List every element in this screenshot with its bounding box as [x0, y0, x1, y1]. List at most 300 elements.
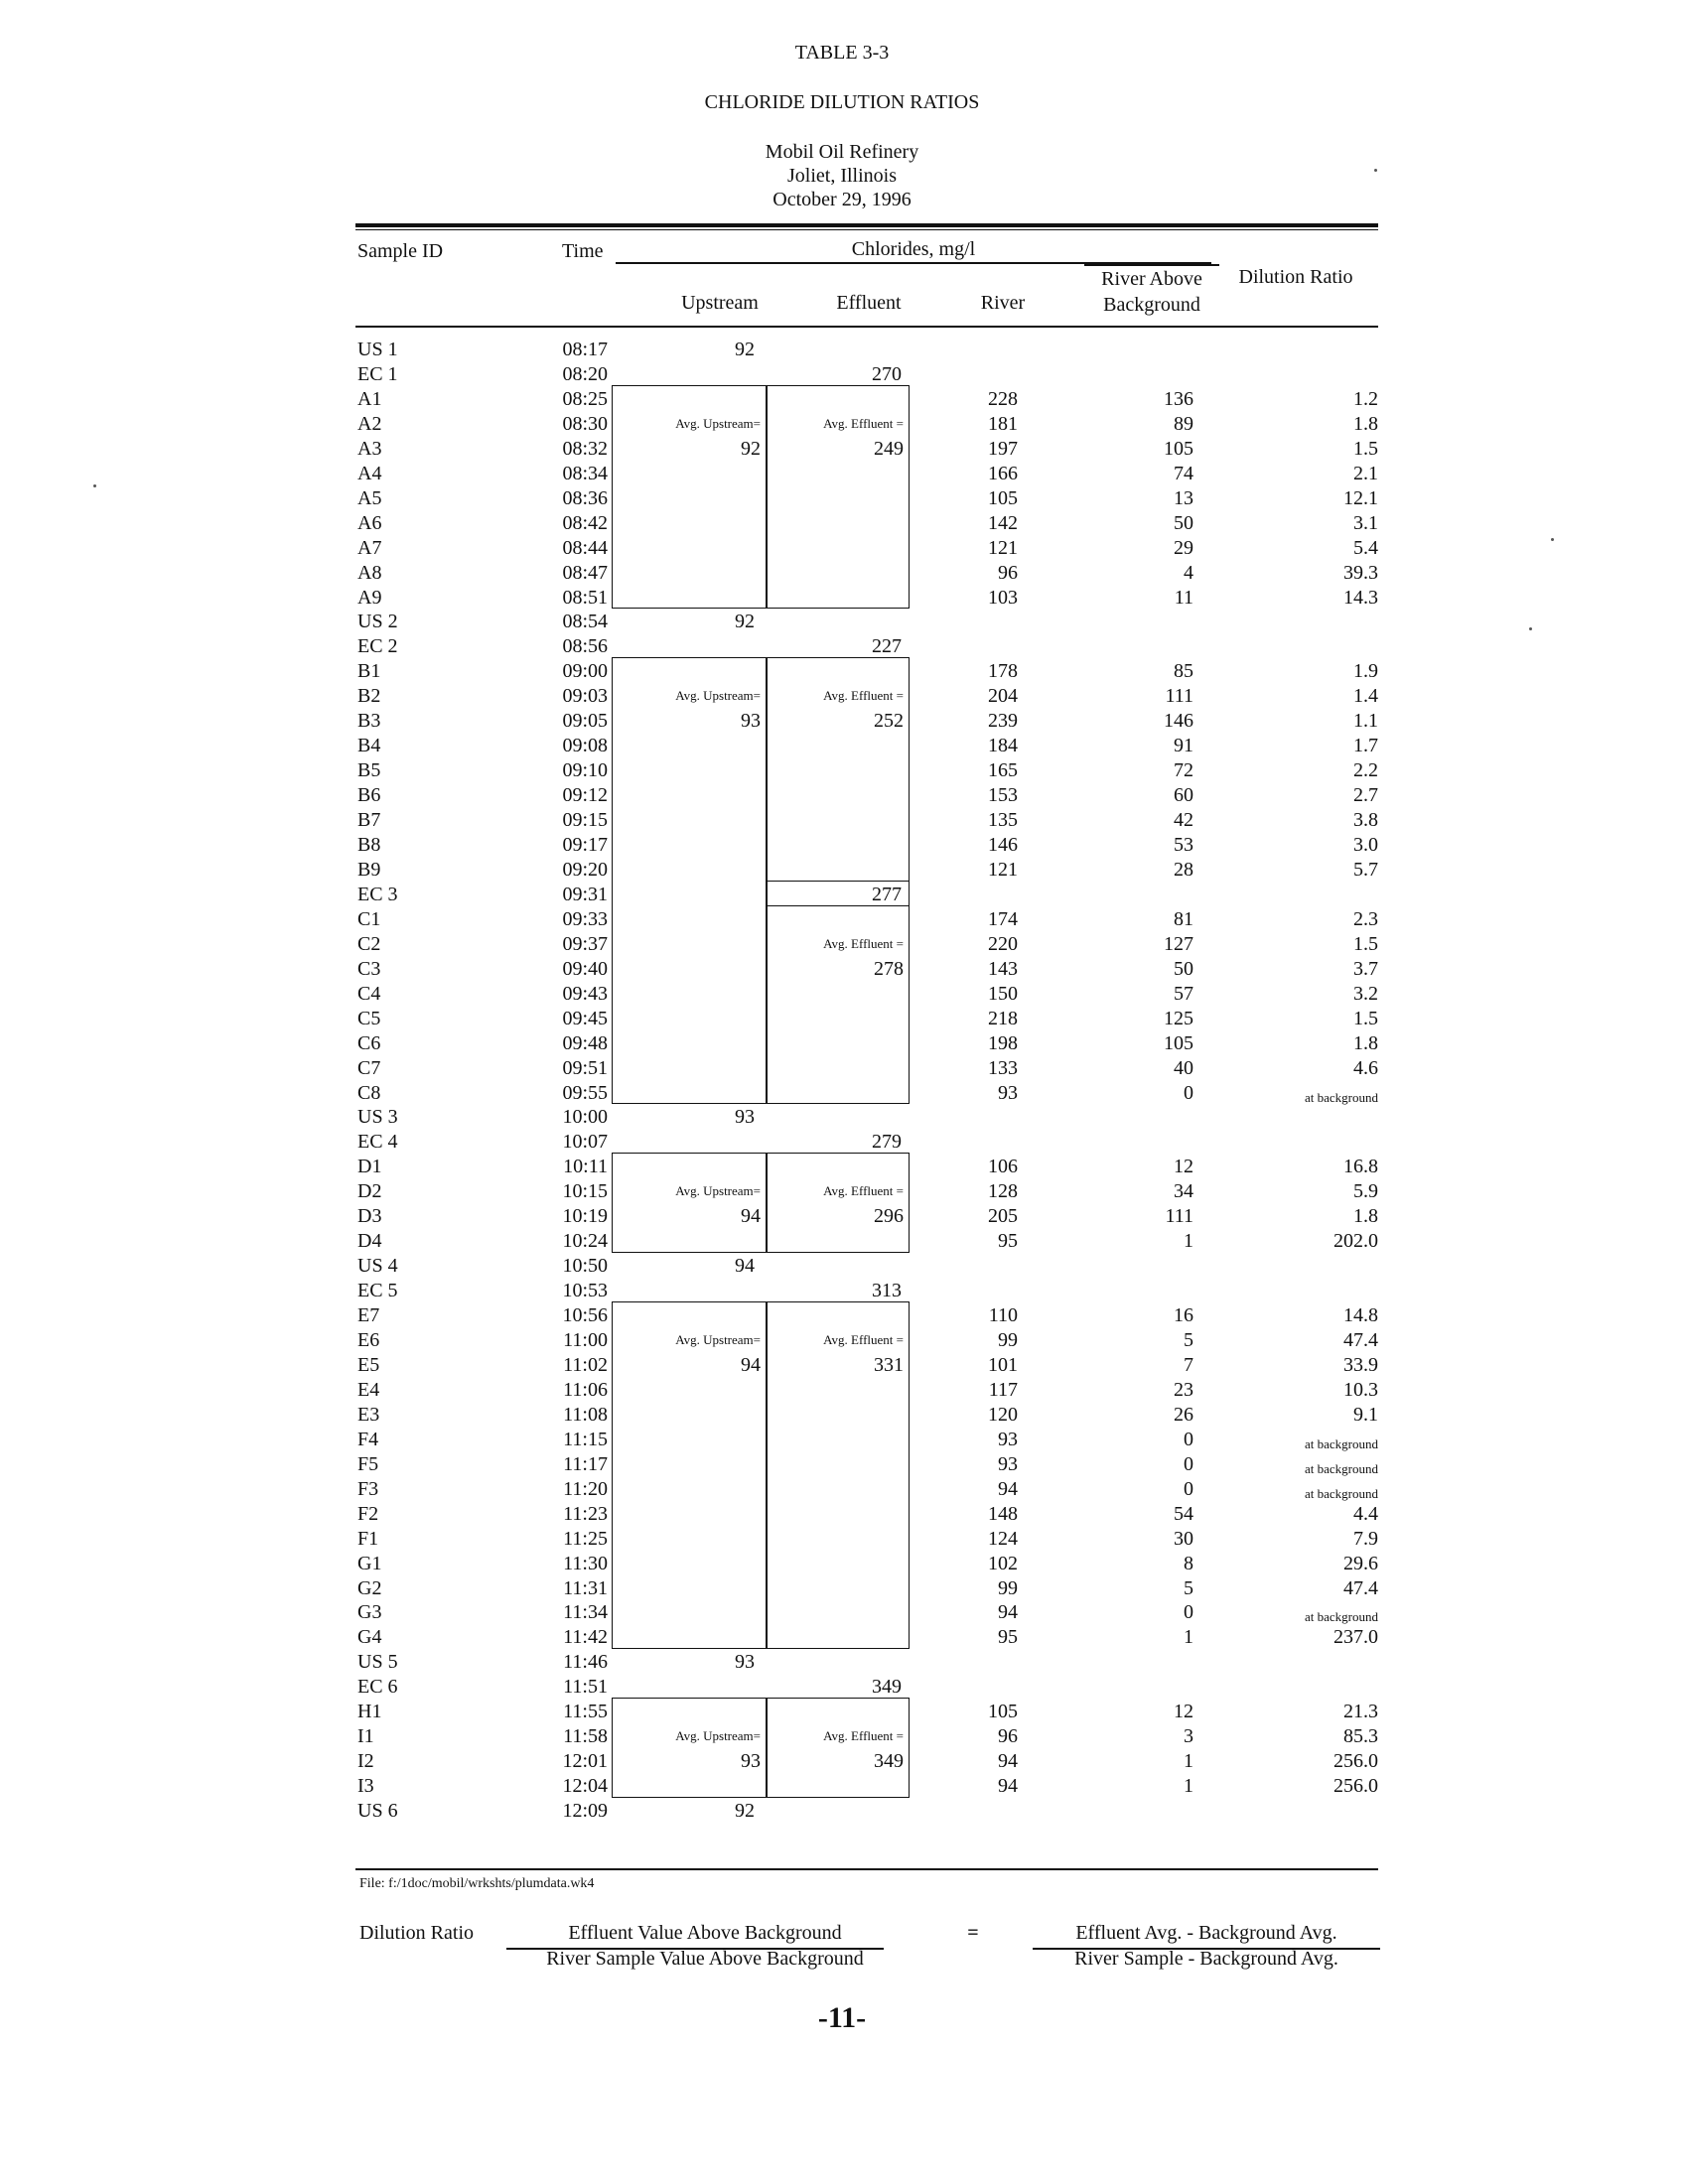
- cell-river: 93: [998, 1081, 1018, 1104]
- cell-time: 09:51: [562, 1056, 608, 1079]
- cell-time: 09:45: [562, 1007, 608, 1029]
- cell-time: 11:42: [563, 1626, 608, 1649]
- cell-id: B3: [357, 710, 381, 733]
- cell-id: US 1: [357, 339, 398, 360]
- avg-upstream-label: Avg. Upstream=: [675, 1183, 761, 1199]
- cell-time: 08:44: [562, 536, 608, 559]
- cell-above: 8: [1184, 1552, 1193, 1574]
- cell-river: 103: [988, 586, 1018, 609]
- cell-effluent: 227: [872, 635, 902, 658]
- avg-box-effluent: [767, 1698, 910, 1798]
- site-location: Joliet, Illinois: [787, 165, 897, 187]
- avg-box-effluent: [767, 881, 910, 906]
- cell-river: 181: [988, 412, 1018, 435]
- avg-upstream-value: 94: [741, 1205, 761, 1228]
- cell-river: 94: [998, 1477, 1018, 1500]
- cell-time: 11:31: [563, 1576, 608, 1599]
- cell-river: 105: [988, 1701, 1018, 1723]
- cell-above: 54: [1174, 1502, 1193, 1525]
- cell-id: US 3: [357, 1106, 398, 1129]
- cell-time: 09:37: [562, 932, 608, 955]
- cell-id: G3: [357, 1601, 382, 1624]
- cell-ratio: 85.3: [1343, 1725, 1378, 1748]
- cell-above: 1: [1184, 1750, 1193, 1773]
- cell-ratio: 1.2: [1353, 387, 1378, 410]
- cell-upstream: 94: [735, 1255, 755, 1278]
- cell-river: 135: [988, 809, 1018, 832]
- cell-id: A5: [357, 486, 382, 509]
- cell-ratio: 1.8: [1353, 1031, 1378, 1054]
- cell-river: 105: [988, 486, 1018, 509]
- header-chlorides: Chlorides, mg/l: [851, 238, 976, 260]
- cell-time: 11:08: [563, 1403, 608, 1426]
- cell-river: 184: [988, 735, 1018, 757]
- cell-id: B4: [357, 735, 381, 757]
- cell-upstream: 92: [735, 1800, 755, 1823]
- cell-above: 34: [1174, 1180, 1193, 1203]
- formula-denominator-left: River Sample Value Above Background: [546, 1948, 864, 1970]
- cell-ratio: 39.3: [1343, 561, 1378, 584]
- cell-river: 94: [998, 1601, 1018, 1624]
- cell-time: 09:40: [562, 957, 608, 980]
- cell-id: A8: [357, 561, 382, 584]
- cell-ratio: 1.9: [1353, 660, 1378, 683]
- cell-time: 11:00: [563, 1329, 608, 1351]
- cell-above: 57: [1174, 982, 1193, 1005]
- cell-river: 228: [988, 387, 1018, 410]
- cell-time: 09:10: [562, 759, 608, 782]
- cell-above: 28: [1174, 858, 1193, 881]
- cell-above: 60: [1174, 784, 1193, 807]
- formula-label: Dilution Ratio: [359, 1922, 474, 1944]
- cell-id: B1: [357, 660, 381, 683]
- cell-above: 105: [1164, 1031, 1193, 1054]
- cell-river: 204: [988, 685, 1018, 708]
- cell-id: US 2: [357, 611, 398, 633]
- formula-numerator-left: Effluent Value Above Background: [568, 1922, 842, 1944]
- cell-effluent: 270: [872, 362, 902, 385]
- scan-speck: [1374, 169, 1377, 172]
- cell-above: 0: [1184, 1428, 1193, 1450]
- cell-time: 09:33: [562, 907, 608, 930]
- cell-ratio: 9.1: [1353, 1403, 1378, 1426]
- cell-ratio: 10.3: [1343, 1378, 1378, 1401]
- avg-effluent-value: 278: [874, 957, 904, 980]
- cell-river: 150: [988, 982, 1018, 1005]
- cell-time: 09:20: [562, 858, 608, 881]
- cell-id: C8: [357, 1081, 381, 1104]
- cell-ratio: 1.5: [1353, 932, 1378, 955]
- cell-id: I2: [357, 1750, 374, 1773]
- cell-ratio: at background: [1304, 1485, 1378, 1501]
- avg-upstream-label: Avg. Upstream=: [675, 415, 761, 431]
- cell-id: US 4: [357, 1255, 398, 1278]
- cell-ratio: 5.9: [1353, 1180, 1378, 1203]
- cell-river: 94: [998, 1775, 1018, 1798]
- cell-river: 117: [988, 1378, 1018, 1401]
- cell-ratio: 256.0: [1333, 1750, 1378, 1773]
- cell-time: 09:48: [562, 1031, 608, 1054]
- cell-above: 85: [1174, 660, 1193, 683]
- cell-river: 93: [998, 1428, 1018, 1450]
- cell-above: 74: [1174, 462, 1193, 484]
- cell-ratio: 1.5: [1353, 1007, 1378, 1029]
- cell-id: H1: [357, 1701, 382, 1723]
- cell-time: 09:43: [562, 982, 608, 1005]
- cell-time: 11:34: [563, 1601, 608, 1624]
- formula-denominator-right: River Sample - Background Avg.: [1074, 1948, 1338, 1970]
- avg-effluent-label: Avg. Effluent =: [823, 688, 904, 704]
- cell-time: 11:15: [563, 1428, 608, 1450]
- cell-id: EC 1: [357, 362, 398, 385]
- cell-ratio: 47.4: [1343, 1329, 1378, 1351]
- cell-time: 11:20: [563, 1477, 608, 1500]
- avg-upstream-value: 93: [741, 710, 761, 733]
- cell-ratio: 1.8: [1353, 412, 1378, 435]
- avg-effluent-label: Avg. Effluent =: [823, 415, 904, 431]
- cell-time: 09:05: [562, 710, 608, 733]
- cell-above: 3: [1184, 1725, 1193, 1748]
- cell-ratio: 16.8: [1343, 1156, 1378, 1178]
- cell-id: F1: [357, 1527, 379, 1550]
- cell-time: 08:47: [562, 561, 608, 584]
- cell-river: 165: [988, 759, 1018, 782]
- cell-time: 11:23: [563, 1502, 608, 1525]
- cell-id: EC 3: [357, 883, 398, 905]
- cell-time: 10:24: [562, 1230, 608, 1253]
- cell-ratio: 5.7: [1353, 858, 1378, 881]
- cell-id: EC 2: [357, 635, 398, 658]
- cell-river: 121: [988, 536, 1018, 559]
- cell-above: 127: [1164, 932, 1193, 955]
- cell-river: 218: [988, 1007, 1018, 1029]
- cell-ratio: 21.3: [1343, 1701, 1378, 1723]
- cell-ratio: 4.4: [1353, 1502, 1378, 1525]
- cell-ratio: 4.6: [1353, 1056, 1378, 1079]
- cell-time: 10:53: [562, 1280, 608, 1302]
- table-number: TABLE 3-3: [794, 42, 890, 64]
- page-number: -11-: [817, 2001, 867, 2034]
- cell-id: A7: [357, 536, 382, 559]
- cell-time: 09:31: [562, 883, 608, 905]
- cell-time: 09:12: [562, 784, 608, 807]
- table-bottom-rule: [355, 1868, 1378, 1870]
- cell-time: 08:42: [562, 511, 608, 534]
- cell-id: C7: [357, 1056, 381, 1079]
- cell-above: 4: [1184, 561, 1193, 584]
- cell-river: 93: [998, 1452, 1018, 1475]
- cell-river: 128: [988, 1180, 1018, 1203]
- avg-effluent-label: Avg. Effluent =: [823, 1183, 904, 1199]
- avg-effluent-label: Avg. Effluent =: [823, 1332, 904, 1347]
- cell-time: 11:06: [563, 1378, 608, 1401]
- cell-id: B9: [357, 858, 381, 881]
- cell-id: D1: [357, 1156, 382, 1178]
- cell-time: 11:55: [563, 1701, 608, 1723]
- cell-river: 146: [988, 834, 1018, 856]
- cell-above: 23: [1174, 1378, 1193, 1401]
- cell-river: 205: [988, 1205, 1018, 1228]
- cell-id: E3: [357, 1403, 380, 1426]
- cell-upstream: 92: [735, 339, 755, 360]
- cell-time: 08:32: [562, 437, 608, 460]
- cell-above: 89: [1174, 412, 1193, 435]
- cell-river: 99: [998, 1576, 1018, 1599]
- cell-river: 239: [988, 710, 1018, 733]
- avg-box-upstream: [612, 1698, 767, 1798]
- cell-time: 10:00: [562, 1106, 608, 1129]
- cell-above: 72: [1174, 759, 1193, 782]
- cell-id: EC 5: [357, 1280, 398, 1302]
- cell-ratio: 256.0: [1333, 1775, 1378, 1798]
- cell-river: 174: [988, 907, 1018, 930]
- cell-time: 09:00: [562, 660, 608, 683]
- cell-above: 111: [1165, 685, 1193, 708]
- cell-above: 12: [1174, 1156, 1193, 1178]
- cell-ratio: at background: [1304, 1609, 1378, 1625]
- cell-river: 178: [988, 660, 1018, 683]
- cell-time: 09:17: [562, 834, 608, 856]
- cell-river: 121: [988, 858, 1018, 881]
- cell-id: F2: [357, 1502, 379, 1525]
- avg-upstream-label: Avg. Upstream=: [675, 688, 761, 704]
- header-river-above-line1: River Above: [1101, 268, 1202, 290]
- cell-above: 146: [1164, 710, 1193, 733]
- cell-time: 12:09: [562, 1800, 608, 1823]
- cell-above: 13: [1174, 486, 1193, 509]
- cell-id: B6: [357, 784, 381, 807]
- cell-above: 11: [1174, 586, 1193, 609]
- cell-ratio: 2.3: [1353, 907, 1378, 930]
- cell-time: 11:51: [563, 1676, 608, 1699]
- cell-id: B7: [357, 809, 381, 832]
- cell-id: F4: [357, 1428, 379, 1450]
- cell-time: 10:07: [562, 1131, 608, 1154]
- cell-river: 197: [988, 437, 1018, 460]
- avg-effluent-value: 349: [874, 1750, 904, 1773]
- cell-river: 166: [988, 462, 1018, 484]
- cell-id: E4: [357, 1378, 380, 1401]
- cell-id: G2: [357, 1576, 382, 1599]
- avg-effluent-value: 296: [874, 1205, 904, 1228]
- cell-above: 29: [1174, 536, 1193, 559]
- cell-ratio: 202.0: [1333, 1230, 1378, 1253]
- cell-id: US 5: [357, 1651, 398, 1674]
- cell-ratio: 5.4: [1353, 536, 1378, 559]
- sample-date: October 29, 1996: [772, 189, 912, 210]
- header-time: Time: [562, 240, 604, 262]
- cell-above: 42: [1174, 809, 1193, 832]
- cell-time: 10:11: [563, 1156, 608, 1178]
- cell-upstream: 92: [735, 611, 755, 633]
- scan-speck: [93, 484, 96, 487]
- cell-above: 40: [1174, 1056, 1193, 1079]
- cell-upstream: 93: [735, 1106, 755, 1129]
- cell-id: E5: [357, 1353, 380, 1376]
- cell-time: 11:25: [563, 1527, 608, 1550]
- cell-above: 91: [1174, 735, 1193, 757]
- avg-effluent-value: 252: [874, 710, 904, 733]
- formula-numerator-right: Effluent Avg. - Background Avg.: [1075, 1922, 1337, 1944]
- cell-id: D2: [357, 1180, 382, 1203]
- avg-upstream-label: Avg. Upstream=: [675, 1728, 761, 1744]
- avg-upstream-value: 92: [741, 437, 761, 460]
- cell-effluent: 279: [872, 1131, 902, 1154]
- cell-river: 96: [998, 561, 1018, 584]
- cell-above: 1: [1184, 1775, 1193, 1798]
- cell-time: 08:17: [562, 339, 608, 360]
- cell-time: 11:58: [563, 1725, 608, 1748]
- avg-effluent-label: Avg. Effluent =: [823, 935, 904, 951]
- cell-time: 08:51: [562, 586, 608, 609]
- cell-above: 16: [1174, 1304, 1193, 1327]
- cell-id: A9: [357, 586, 382, 609]
- cell-ratio: 3.8: [1353, 809, 1378, 832]
- cell-river: 106: [988, 1156, 1018, 1178]
- cell-ratio: 33.9: [1343, 1353, 1378, 1376]
- cell-ratio: 3.0: [1353, 834, 1378, 856]
- cell-time: 08:25: [562, 387, 608, 410]
- formula-equals: =: [967, 1922, 979, 1944]
- cell-id: US 6: [357, 1800, 398, 1823]
- cell-above: 125: [1164, 1007, 1193, 1029]
- cell-id: C6: [357, 1031, 381, 1054]
- cell-time: 10:15: [562, 1180, 608, 1203]
- cell-id: E7: [357, 1304, 380, 1327]
- cell-river: 133: [988, 1056, 1018, 1079]
- cell-ratio: 3.1: [1353, 511, 1378, 534]
- cell-above: 111: [1165, 1205, 1193, 1228]
- cell-id: F3: [357, 1477, 379, 1500]
- table-title: CHLORIDE DILUTION RATIOS: [704, 91, 980, 113]
- cell-river: 101: [988, 1353, 1018, 1376]
- cell-above: 136: [1164, 387, 1193, 410]
- header-river: River: [980, 292, 1026, 314]
- cell-time: 09:15: [562, 809, 608, 832]
- cell-river: 220: [988, 932, 1018, 955]
- cell-ratio: 1.8: [1353, 1205, 1378, 1228]
- cell-id: B5: [357, 759, 381, 782]
- cell-time: 11:30: [563, 1552, 608, 1574]
- cell-effluent: 313: [872, 1280, 902, 1302]
- cell-time: 08:54: [562, 611, 608, 633]
- cell-ratio: 1.4: [1353, 685, 1378, 708]
- cell-river: 153: [988, 784, 1018, 807]
- cell-above: 0: [1184, 1452, 1193, 1475]
- cell-ratio: 2.2: [1353, 759, 1378, 782]
- cell-river: 102: [988, 1552, 1018, 1574]
- avg-box-upstream: [612, 1153, 767, 1253]
- cell-ratio: 237.0: [1333, 1626, 1378, 1649]
- cell-id: C5: [357, 1007, 381, 1029]
- cell-river: 143: [988, 957, 1018, 980]
- cell-ratio: 14.3: [1343, 586, 1378, 609]
- cell-ratio: 47.4: [1343, 1576, 1378, 1599]
- avg-upstream-value: 94: [741, 1353, 761, 1376]
- cell-id: C2: [357, 932, 381, 955]
- scan-speck: [1551, 538, 1554, 541]
- cell-river: 95: [998, 1626, 1018, 1649]
- cell-above: 53: [1174, 834, 1193, 856]
- avg-effluent-value: 331: [874, 1353, 904, 1376]
- cell-time: 08:20: [562, 362, 608, 385]
- cell-river: 120: [988, 1403, 1018, 1426]
- header-dilution-ratio: Dilution Ratio: [1238, 266, 1353, 288]
- cell-time: 11:17: [563, 1452, 608, 1475]
- cell-id: F5: [357, 1452, 379, 1475]
- cell-ratio: 7.9: [1353, 1527, 1378, 1550]
- avg-upstream-value: 93: [741, 1750, 761, 1773]
- scan-speck: [1529, 627, 1532, 630]
- cell-id: A3: [357, 437, 382, 460]
- cell-river: 142: [988, 511, 1018, 534]
- cell-above: 5: [1184, 1329, 1193, 1351]
- cell-river: 99: [998, 1329, 1018, 1351]
- cell-time: 10:19: [562, 1205, 608, 1228]
- cell-time: 08:56: [562, 635, 608, 658]
- cell-ratio: 1.5: [1353, 437, 1378, 460]
- cell-ratio: 1.1: [1353, 710, 1378, 733]
- cell-above: 0: [1184, 1601, 1193, 1624]
- avg-effluent-label: Avg. Effluent =: [823, 1728, 904, 1744]
- header-upstream: Upstream: [681, 292, 759, 314]
- cell-above: 105: [1164, 437, 1193, 460]
- cell-time: 11:02: [563, 1353, 608, 1376]
- cell-ratio: at background: [1304, 1089, 1378, 1105]
- cell-id: A4: [357, 462, 382, 484]
- cell-river: 94: [998, 1750, 1018, 1773]
- cell-id: G1: [357, 1552, 382, 1574]
- cell-above: 7: [1184, 1353, 1193, 1376]
- cell-ratio: 12.1: [1343, 486, 1378, 509]
- cell-time: 10:50: [562, 1255, 608, 1278]
- cell-above: 81: [1174, 907, 1193, 930]
- header-effluent: Effluent: [836, 292, 902, 314]
- cell-id: EC 4: [357, 1131, 398, 1154]
- cell-id: E6: [357, 1329, 380, 1351]
- cell-above: 50: [1174, 957, 1193, 980]
- header-river-above-line2: Background: [1103, 294, 1200, 316]
- cell-time: 08:36: [562, 486, 608, 509]
- cell-id: B2: [357, 685, 381, 708]
- cell-id: A2: [357, 412, 382, 435]
- cell-above: 30: [1174, 1527, 1193, 1550]
- cell-id: I1: [357, 1725, 374, 1748]
- cell-id: B8: [357, 834, 381, 856]
- avg-box-effluent: [767, 1153, 910, 1253]
- cell-river: 198: [988, 1031, 1018, 1054]
- cell-time: 08:30: [562, 412, 608, 435]
- cell-ratio: 2.1: [1353, 462, 1378, 484]
- cell-river: 96: [998, 1725, 1018, 1748]
- cell-above: 0: [1184, 1081, 1193, 1104]
- cell-river: 124: [988, 1527, 1018, 1550]
- cell-ratio: at background: [1304, 1460, 1378, 1476]
- cell-ratio: at background: [1304, 1435, 1378, 1451]
- cell-effluent: 349: [872, 1676, 902, 1699]
- cell-river: 148: [988, 1502, 1018, 1525]
- cell-id: D4: [357, 1230, 382, 1253]
- cell-ratio: 2.7: [1353, 784, 1378, 807]
- cell-ratio: 14.8: [1343, 1304, 1378, 1327]
- cell-above: 0: [1184, 1477, 1193, 1500]
- cell-time: 09:55: [562, 1081, 608, 1104]
- cell-id: C3: [357, 957, 381, 980]
- cell-id: A6: [357, 511, 382, 534]
- cell-id: I3: [357, 1775, 374, 1798]
- cell-upstream: 93: [735, 1651, 755, 1674]
- cell-time: 10:56: [562, 1304, 608, 1327]
